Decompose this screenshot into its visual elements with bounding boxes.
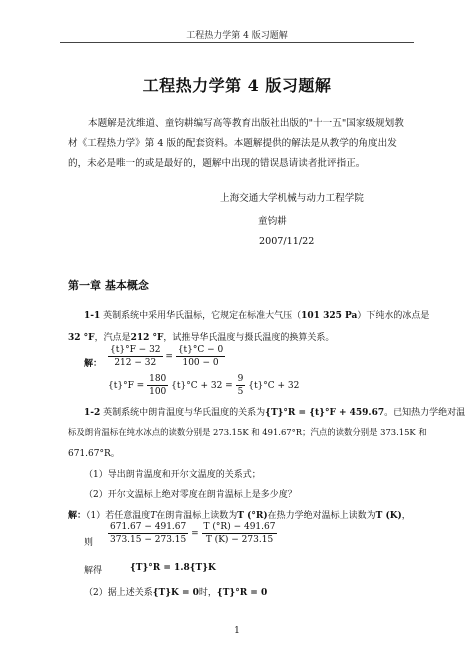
solution-1-2-line: 解：（1）若任意温度T在朗肯温标上读数为T (°R)在热力学绝对温标上读数为T (K)， (68, 511, 411, 521)
problem-text: 英制系统中朗肯温度与华氏温度的关系为 (103, 408, 266, 418)
problem-text: ，试推导华氏温度与摄氏温度的换算关系。 (163, 333, 335, 343)
solve-label: 解得 (84, 566, 103, 576)
problem-1-2-line-1 (84, 405, 465, 418)
header-rule (60, 42, 414, 43)
fraction: $\frac{T (^\circ R) - 491.67}{T (K) - 273.15}$ (203, 522, 276, 545)
running-header: 工程热力学第 4 版习题解 (186, 31, 288, 41)
fraction: $\frac{180}{100}$ (149, 374, 167, 397)
solution-label: 解： (84, 359, 103, 369)
signature-date: 2007/11/22 (259, 236, 315, 247)
question-1: （1）导出朗肯温度和开尔文温度的关系式； (84, 470, 261, 480)
rankine-relation: {T}°R = {t}°F + 459.67 (265, 408, 385, 418)
chapter-heading: 第一章 基本概念 (68, 279, 149, 292)
boil-point: 212 °F (130, 333, 164, 343)
then-label: 则 (84, 538, 94, 548)
problem-text: ）下纯水的冰点是 (357, 311, 430, 321)
fraction: $\frac{\{t\}^\circ C - 0}{100 - 0}$ (177, 345, 224, 368)
problem-1-1-line-1 (84, 308, 429, 321)
freeze-point: 32 °F (68, 333, 95, 343)
problem-1-1-line-2 (68, 330, 334, 343)
solution-2-line: （2）据上述关系{T}K = 0时，{T}°R = 0 (84, 588, 268, 598)
problem-1-2-line-2: 标及朗肯温标在纯水冰点的读数分别是 273.15K 和 491.67°R；汽点的读数分别是 373.15K 和 (68, 427, 427, 437)
equation-2: {t}°F = $\frac{180}{100}$ {t}°C + 32 = $\frac{9}{5}$ {t}°C + 32 (108, 374, 300, 397)
problem-text: 英制系统中采用华氏温标，它规定在标准大气压（ (103, 311, 302, 321)
fraction: $\frac{\{t\}^\circ F - 32}{212 - 32}$ (110, 345, 161, 368)
signature-org: 上海交通大学机械与动力工程学院 (220, 193, 364, 204)
equation-1: $\frac{\{t\}^\circ F - 32}{212 - 32}$ = $\frac{\{t\}^\circ C - 0}{100 - 0}$ (110, 345, 224, 368)
equation-4: {T}°R = 1.8{T}K (130, 563, 216, 573)
problem-number: 1-1 (84, 311, 101, 321)
question-2: （2）开尔文温标上绝对零度在朗肯温标上是多少度？ (84, 490, 297, 500)
document-title: 工程热力学第 4 版习题解 (142, 76, 332, 95)
equation-3: $\frac{671.67 - 491.67}{373.15 - 273.15}$ = $\frac{T (^\circ R) - 491.67}{T (K) - 273.15}$ (110, 522, 276, 545)
signature-author: 童钧耕 (258, 216, 287, 227)
fraction: $\frac{671.67 - 491.67}{373.15 - 273.15}$ (110, 522, 187, 545)
page-number: 1 (234, 626, 240, 636)
intro-paragraph: 本题解是沈维道、童钧耕编写高等教育出版社出版的"十一五"国家级规划教材《工程热力学》第 4 版的配套资料。本题解提供的解法是从教学的角度出发的，未必是唯一的或是最好的，题解中出现的错误恳请读者批评指正。 (68, 118, 404, 169)
problem-number: 1-2 (84, 408, 101, 418)
problem-text: 。已知热力学绝对温 (384, 408, 466, 418)
problem-1-2-line-3: 671.67°R。 (68, 449, 120, 459)
pressure-value: 101 325 Pa (301, 311, 358, 321)
fraction: $\frac{9}{5}$ (237, 374, 244, 397)
problem-text: ，汽点是 (94, 333, 131, 343)
